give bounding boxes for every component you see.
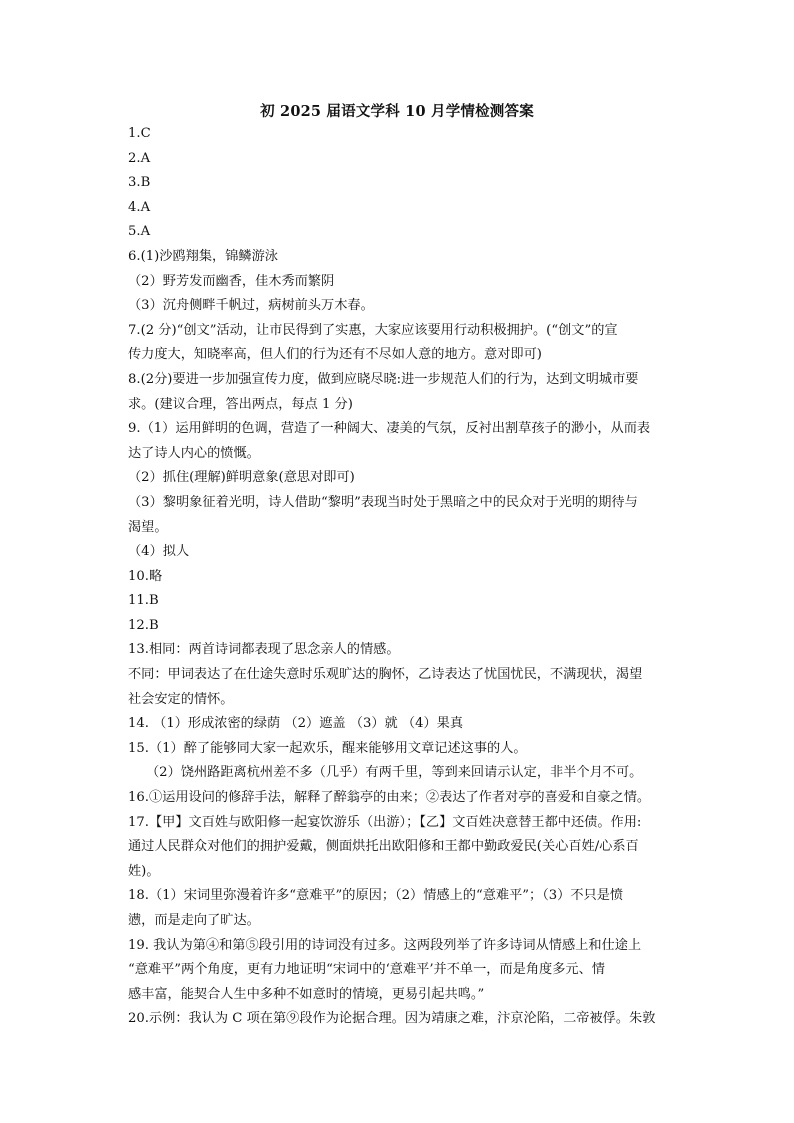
answer-line: （3）黎明象征着光明，诗人借助“黎明”表现当时处于黑暗之中的民众对于光明的期待与 (128, 494, 638, 510)
answer-line: 求。(建议合理，答出两点，每点 1 分) (128, 396, 353, 412)
answer-line: 8.(2分)要进一步加强宣传力度，做到应晓尽晓:进一步规范人们的行为，达到文明城市要 (128, 371, 639, 387)
answer-line: 达了诗人内心的愤慨。 (128, 445, 260, 461)
answer-line: （3）沉舟侧畔千帆过，病树前头万木春。 (128, 298, 374, 314)
answer-line: 4.A (128, 199, 151, 215)
answer-line: 姓)。 (128, 863, 160, 879)
answer-line: 懑，而是走向了旷达。 (128, 913, 260, 928)
answer-line: 7.(2 分)“创文”活动，让市民得到了实惠，大家应该要用行动积极拥护。(“创文”的宣 (128, 322, 618, 338)
answer-line: 2.A (128, 150, 151, 166)
answer-line: （2）饶州路距离杭州差不多（几乎）有两千里，等到来回请示认定，非半个月不可。 (146, 765, 643, 781)
answer-line: 18.（1）宋词里弥漫着许多“意难平”的原因；（2）情感上的“意难平”；（3）不只是愤 (128, 888, 624, 904)
answer-line: 12.B (128, 617, 159, 633)
document-title: 初 2025 届语文学科 10 月学情检测答案 (260, 103, 534, 120)
answer-line: 社会安定的情怀。 (128, 691, 234, 707)
answer-line: 17.【甲】文百姓与欧阳修一起宴饮游乐（出游）；【乙】文百姓决意替王都中还债。作用: (128, 814, 642, 830)
answer-line: 10.略 (128, 568, 163, 584)
answer-line: （2）野芳发而幽香，佳木秀而繁阴 (128, 273, 335, 289)
answer-line: 11.B (128, 593, 159, 609)
answer-line: 3.B (128, 175, 151, 191)
answer-line: 通过人民群众对他们的拥护爱戴，侧面烘托出欧阳修和王都中勤政爱民(关心百姓/心系百 (128, 839, 639, 855)
answer-line: 16.①运用设问的修辞手法，解释了醉翁亭的由来；②表达了作者对亭的喜爱和自豪之情。 (128, 790, 651, 806)
answer-line: （2）抓住(理解)鲜明意象(意思对即可) (128, 470, 355, 486)
answer-line: （4）拟人 (128, 544, 190, 560)
answer-line: 15.（1）醉了能够同大家一起欢乐，醒来能够用文章记述这事的人。 (128, 740, 527, 756)
answer-line: 9.（1）运用鲜明的色调，营造了一种阔大、凄美的气氛，反衬出割草孩子的渺小，从而表 (128, 421, 651, 437)
answer-line: 1.C (128, 126, 151, 141)
answer-line: “意难平”两个角度，更有力地证明“宋词中的‘意难平’并不单一，而是角度多元、情 (128, 962, 605, 978)
answer-line: 渴望。 (128, 519, 168, 535)
answer-line: 传力度大，知晓率高，但人们的行为还有不尽如人意的地方。意对即可) (128, 347, 542, 363)
answer-line: 感丰富，能契合人生中多种不如意时的情境，更易引起共鸣。” (128, 986, 485, 1002)
answer-line: 19. 我认为第④和第⑤段引用的诗词没有过多。这两段列举了许多诗词从情感上和仕途上 (128, 937, 642, 953)
answer-line: 6.(1)沙鸥翔集，锦鳞游泳 (128, 248, 278, 264)
answer-line: 20.示例：我认为 C 项在第⑨段作为论据合理。因为靖康之难，汴京沦陷，二帝被俘。朱敦 (128, 1011, 656, 1027)
answer-line: 13.相同：两首诗词都表现了思念亲人的情感。 (128, 642, 400, 658)
answer-list (128, 122, 688, 1032)
answer-line: 5.A (128, 224, 151, 240)
answer-line: 14. （1）形成浓密的绿荫 （2）遮盖 （3）就 （4）果真 (128, 716, 464, 732)
answer-line: 不同：甲词表达了在仕途失意时乐观旷达的胸怀，乙诗表达了忧国忧民，不满现状，渴望 (128, 667, 643, 683)
